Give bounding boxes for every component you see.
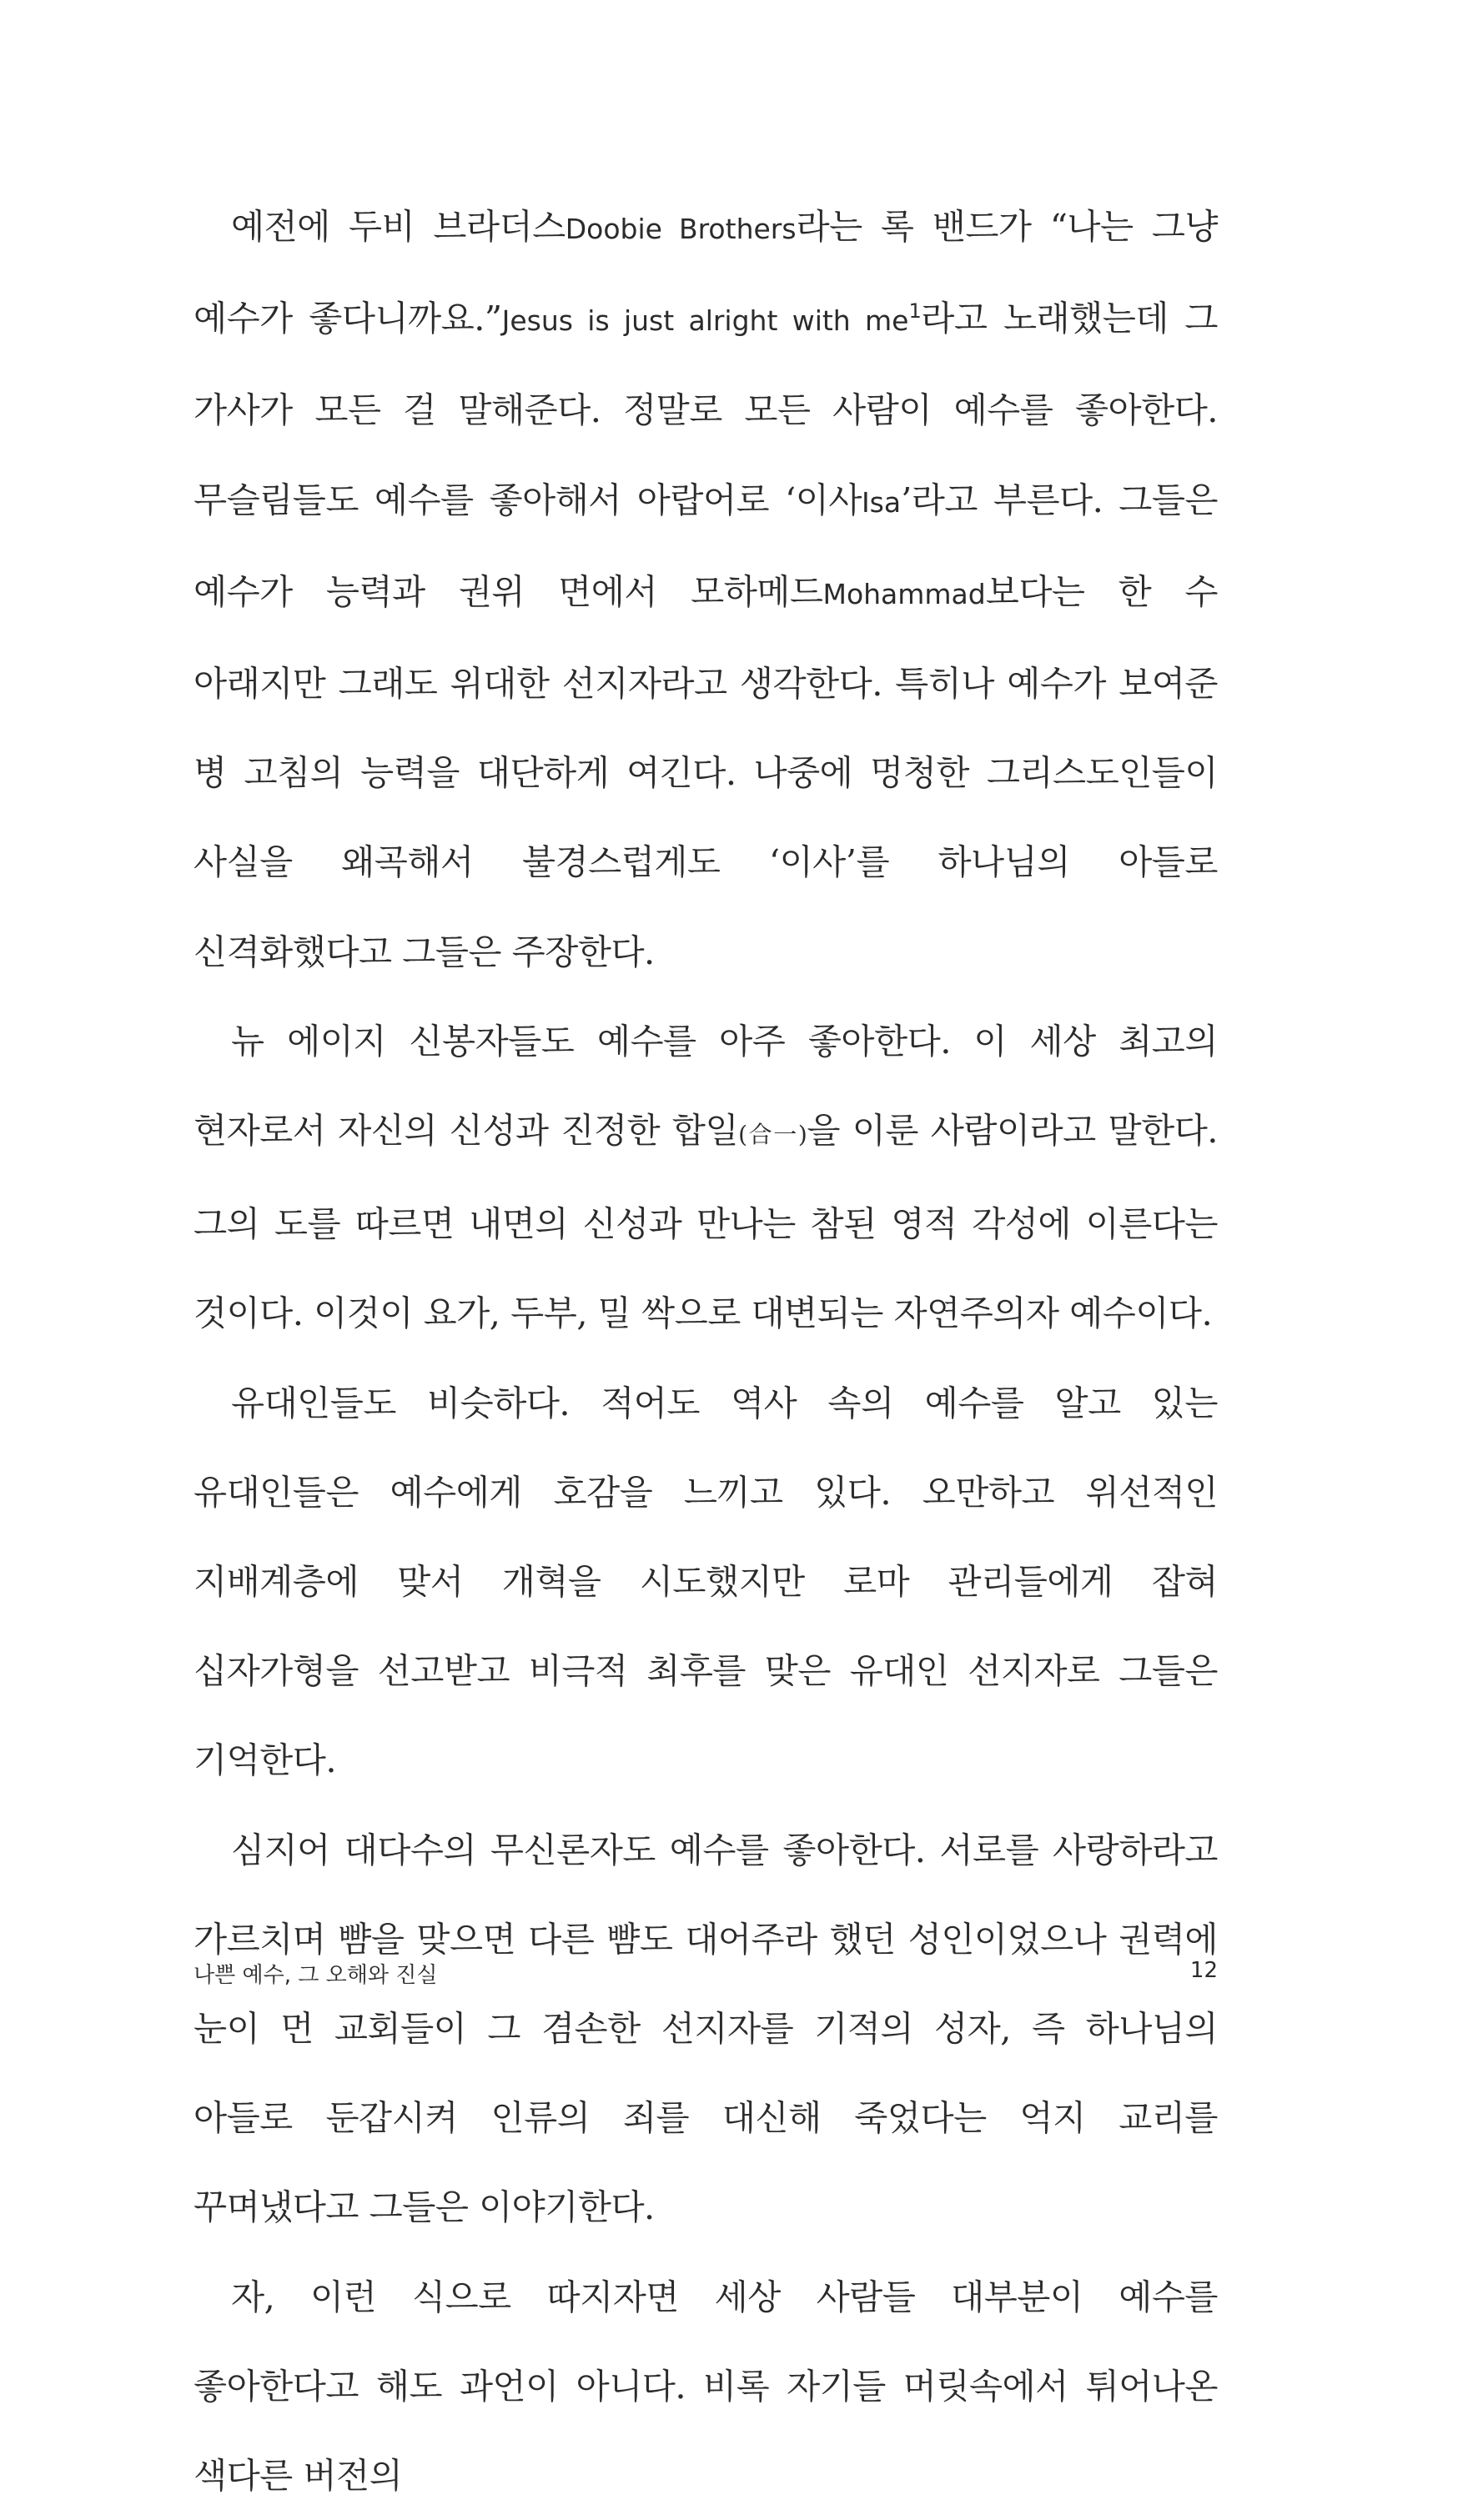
latin-song-title: Jesus is just alright with me <box>501 304 909 338</box>
page-body <box>194 182 1218 2520</box>
paragraph-1-text-3: 라고 노래했는데 그 가사가 모든 걸 말해준다. 정말로 모든 사람이 예수를 좋아한다. 무슬림들도 예수를 좋아해서 아랍어로 ‘이사 <box>194 298 1218 520</box>
paragraph-5: 자, 이런 식으로 따지자면 세상 사람들 대부분이 예수를 좋아한다고 해도 과언이 아니다. 비록 자기들 머릿속에서 튀어나온 색다른 버전의 <box>194 2276 1218 2497</box>
paragraph-2 <box>194 996 1218 1358</box>
paragraph-3: 유대인들도 비슷하다. 적어도 역사 속의 예수를 알고 있는 유대인들은 예수에게 호감을 느끼고 있다. 오만하고 위선적인 지배계층에 맞서 개혁을 시도했지만 로마 관리들에게 잡혀 십자가형을 선고받고 비극적 최후를 맞은 유대인 선지자로 그들은 기억한다. <box>194 1382 1218 1781</box>
latin-term-mohammad: Mohammad <box>822 577 986 610</box>
latin-term-isa: Isa <box>861 485 902 519</box>
paragraph-1-text-4: ’라고 부른다. 그들은 예수가 능력과 권위 면에서 모하메드 <box>194 479 1219 612</box>
paragraph-2-text-2: 을 이룬 사람이라고 말한다. 그의 도를 따르면 내면의 신성과 만나는 참된 영적 각성에 이른다는 것이다. 이것이 요가, 두부, 밀 싹으로 대변되는 자연주의자 예수이다. <box>194 1110 1218 1334</box>
paragraph-4: 심지어 대다수의 무신론자도 예수를 좋아한다. 서로를 사랑하라고 가르치며 뺨을 맞으면 다른 뺨도 대어주라 했던 성인이었으나 권력에 눈이 먼 교회들이 그 겸손한 선지자를 기적의 성자, 즉 하나님의 아들로 둔갑시켜 인류의 죄를 대신해 죽었다는 억지 교리를 꾸며냈다고 그들은 이야기한다. <box>194 1829 1218 2228</box>
latin-term-doobie-brothers: Doobie Brothers <box>565 213 797 245</box>
hanja-annotation: (合一) <box>738 1121 807 1149</box>
footnote-marker: 1 <box>908 299 922 324</box>
page-footer <box>194 1958 1218 1991</box>
paragraph-1-text-2: 라는 록 밴드가 “나는 그냥 예수가 좋다니까요.” <box>194 206 1219 339</box>
paragraph-1-text-5: 보다는 한 수 아래지만 그래도 위대한 선지자라고 생각한다. 특히나 예수가 보여준 병 고침의 능력을 대단하게 여긴다. 나중에 멍청한 그리스도인들이 사실을 왜곡해서 불경스럽게도 ‘이사’를 하나님의 아들로 신격화했다고 그들은 주장한다. <box>194 570 1218 972</box>
paragraph-1-text-1: 예전에 두비 브라더스 <box>231 206 566 247</box>
running-book-title: 나쁜 예수, 그 오해와 진실 <box>194 1963 438 1988</box>
paragraph-1 <box>194 182 1218 996</box>
paragraph-2-text-1: 뉴 에이지 신봉자들도 예수를 아주 좋아한다. 이 세상 최고의 현자로서 자신의 신성과 진정한 합일 <box>194 1020 1218 1152</box>
page-number: 12 <box>1189 1958 1218 1983</box>
